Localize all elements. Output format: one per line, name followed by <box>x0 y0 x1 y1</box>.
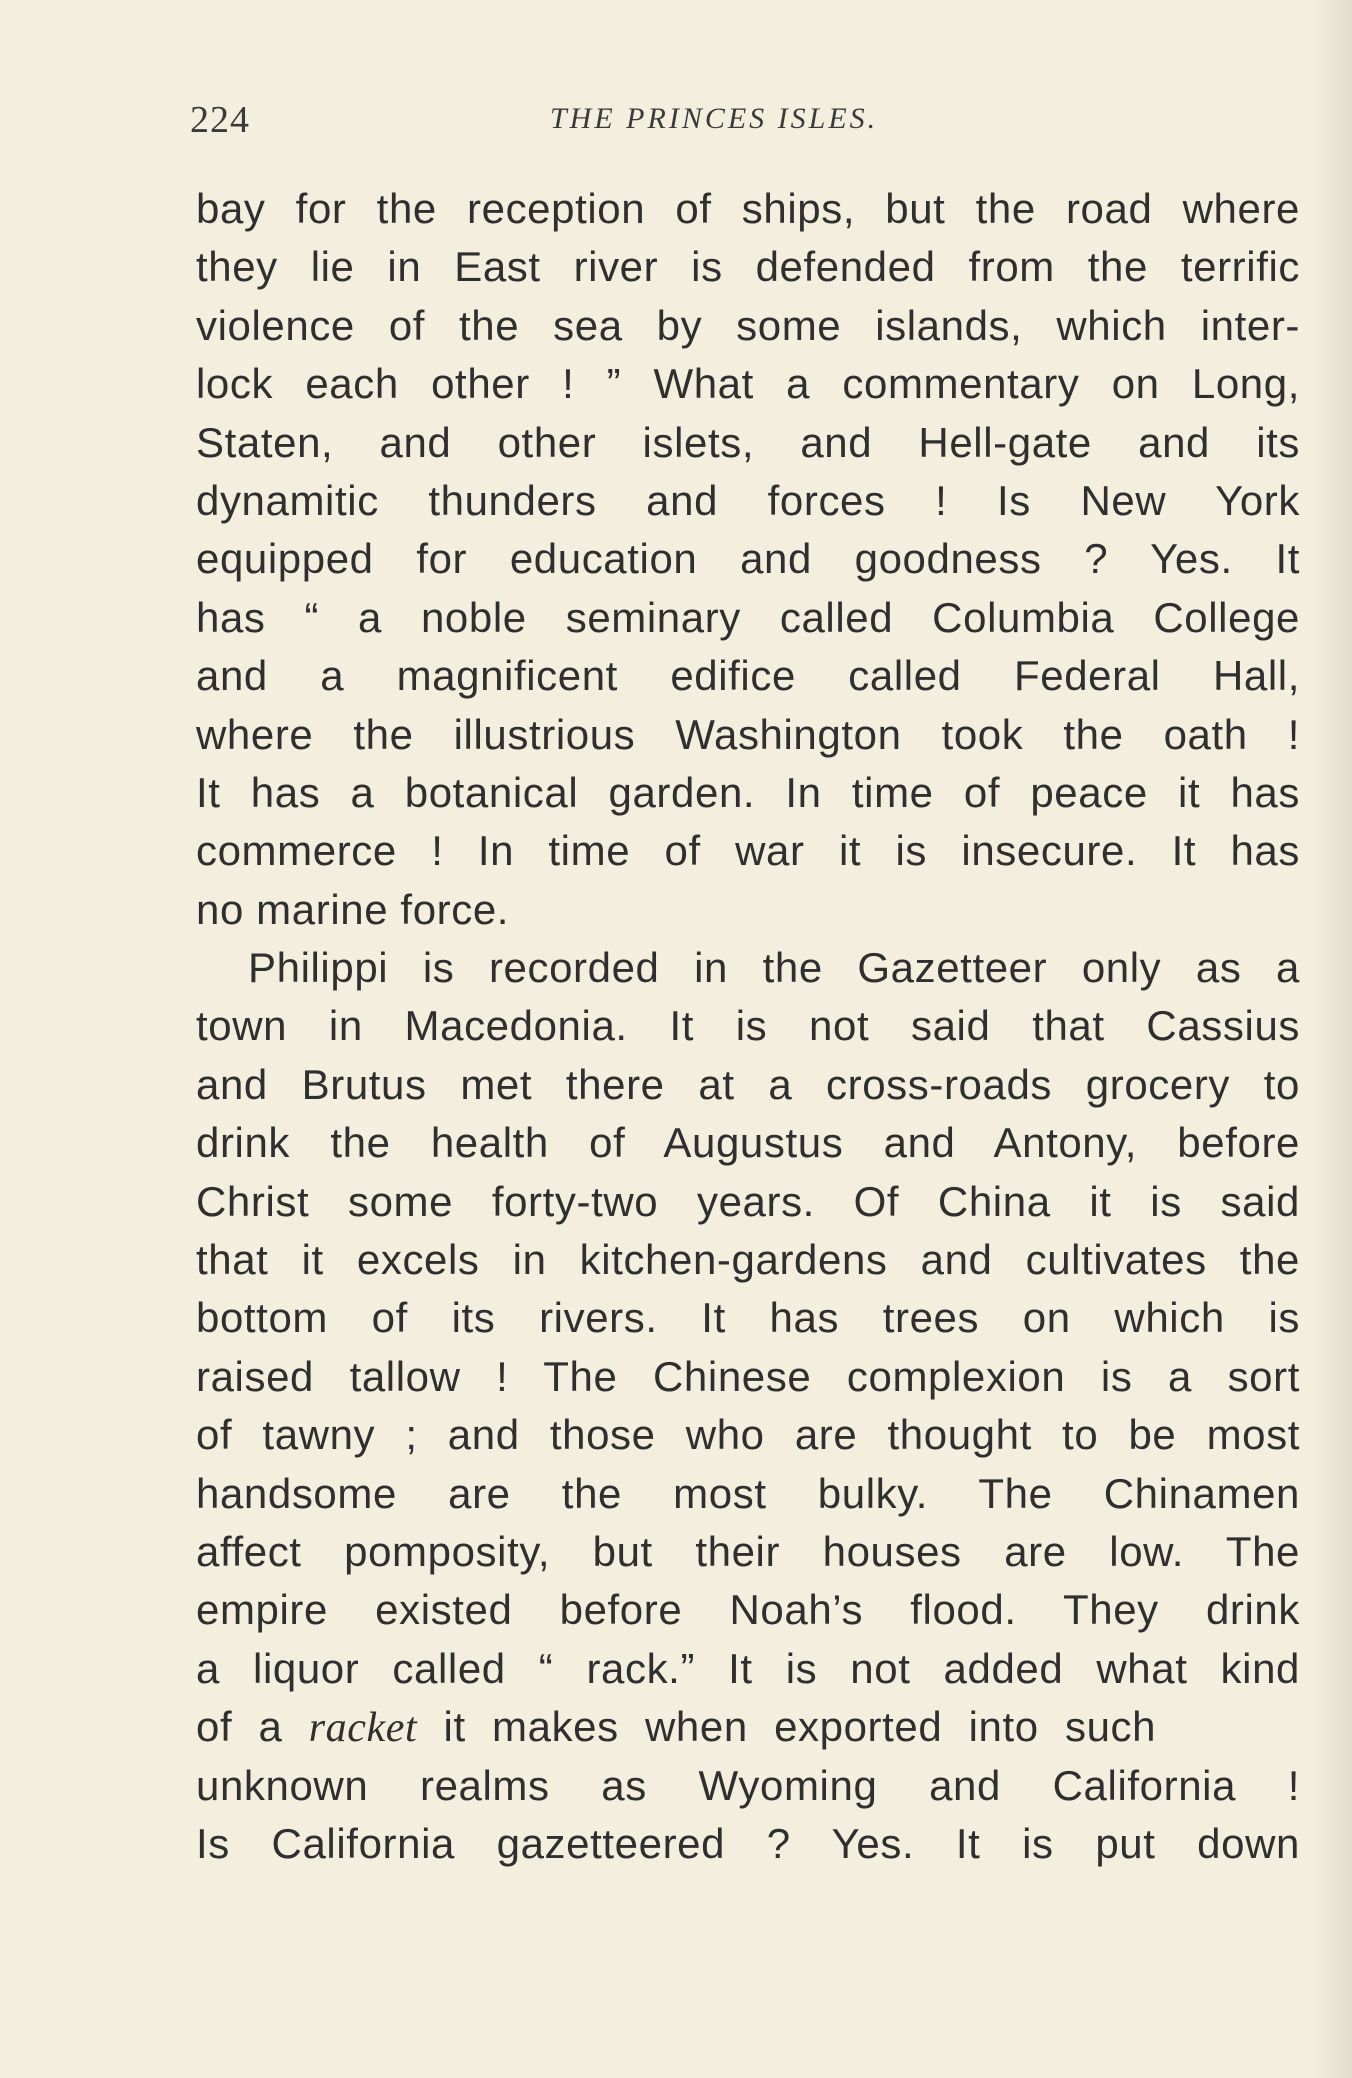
text-line: violence of the sea by some islands, which inter- <box>196 301 1300 349</box>
running-head: THE PRINCES ISLES. <box>550 102 879 135</box>
paragraph-first-line: Philippi is recorded in the Gazetteer only as a <box>248 944 1300 992</box>
body-text <box>196 180 1300 1873</box>
page-header <box>190 98 1300 148</box>
italic-word: racket <box>308 1705 418 1752</box>
text-line: dynamitic thunders and forces ! Is New York <box>196 476 1300 524</box>
text-line: they lie in East river is defended from the terrific <box>196 243 1300 291</box>
text-line: where the illustrious Washington took the oath ! <box>196 710 1300 758</box>
text-segment: it makes when exported into such <box>417 1703 1157 1751</box>
text-line: Is California gazetteered ? Yes. It is put down <box>196 1819 1300 1867</box>
text-line: equipped for education and goodness ? Yes. It <box>196 535 1300 583</box>
text-line: of tawny ; and those who are thought to be most <box>196 1411 1300 1459</box>
text-line: empire existed before Noah’s flood. They drink <box>196 1586 1300 1634</box>
text-line: bay for the reception of ships, but the road where <box>196 185 1300 232</box>
text-line: raised tallow ! The Chinese complexion is a sort <box>196 1352 1300 1400</box>
text-line: bottom of its rivers. It has trees on which is <box>196 1294 1300 1342</box>
text-line: drink the health of Augustus and Antony, before <box>196 1119 1300 1167</box>
text-segment: of a <box>196 1703 309 1751</box>
text-line: handsome are the most bulky. The Chinamen <box>196 1469 1300 1517</box>
text-line: and a magnificent edifice called Federal Hall, <box>196 652 1300 700</box>
text-line: Staten, and other islets, and Hell-gate and its <box>196 418 1300 466</box>
text-line: It has a botanical garden. In time of peace it has <box>196 768 1300 816</box>
text-line: affect pomposity, but their houses are low. The <box>196 1527 1300 1575</box>
text-line: town in Macedonia. It is not said that Cassius <box>196 1002 1300 1050</box>
text-line-with-italic <box>196 1698 1300 1756</box>
paragraph-end-line: no marine force. <box>196 885 510 933</box>
text-line: commerce ! In time of war it is insecure. It has <box>196 827 1300 875</box>
text-line: Christ some forty-two years. Of China it is said <box>196 1177 1300 1225</box>
page-edge-shadow <box>1312 0 1352 2078</box>
text-line: has “ a noble seminary called Columbia College <box>196 593 1300 641</box>
text-line: unknown realms as Wyoming and California ! <box>196 1761 1300 1809</box>
text-line: that it excels in kitchen-gardens and cultivates the <box>196 1236 1300 1284</box>
page-number: 224 <box>190 99 250 141</box>
text-line: lock each other ! ” What a commentary on Long, <box>196 360 1300 408</box>
text-line: and Brutus met there at a cross-roads grocery to <box>196 1060 1300 1108</box>
text-line: a liquor called “ rack.” It is not added what kind <box>196 1644 1300 1692</box>
